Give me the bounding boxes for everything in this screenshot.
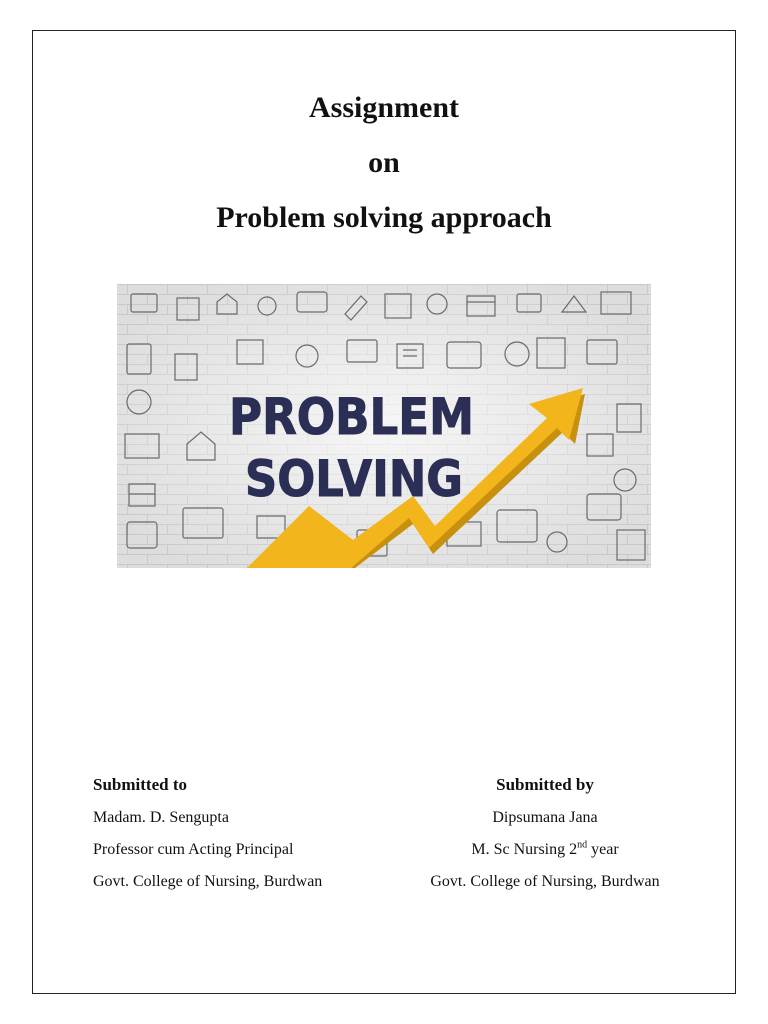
cover-word-problem: PROBLEM xyxy=(229,388,474,446)
submitted-by-name: Dipsumana Jana xyxy=(492,809,598,826)
submitted-by-heading: Submitted by xyxy=(496,775,594,794)
submitted-by-institution: Govt. College of Nursing, Burdwan xyxy=(430,873,660,890)
cover-word-solving: SOLVING xyxy=(245,450,463,508)
submitted-to-heading: Submitted to xyxy=(93,775,187,794)
cover-illustration xyxy=(117,284,651,568)
course-ordinal: nd xyxy=(577,839,588,851)
topic-title: Problem solving approach xyxy=(216,201,552,234)
submitted-to-institution: Govt. College of Nursing, Burdwan xyxy=(93,873,323,890)
submitted-by-course xyxy=(410,840,680,860)
submitted-to-name: Madam. D. Sengupta xyxy=(93,809,229,826)
course-prefix: M. Sc Nursing 2 xyxy=(471,841,578,858)
title-connector: on xyxy=(368,146,400,179)
course-suffix: year xyxy=(587,841,619,858)
assignment-title: Assignment xyxy=(308,91,459,124)
submitted-to-designation: Professor cum Acting Principal xyxy=(93,841,294,858)
